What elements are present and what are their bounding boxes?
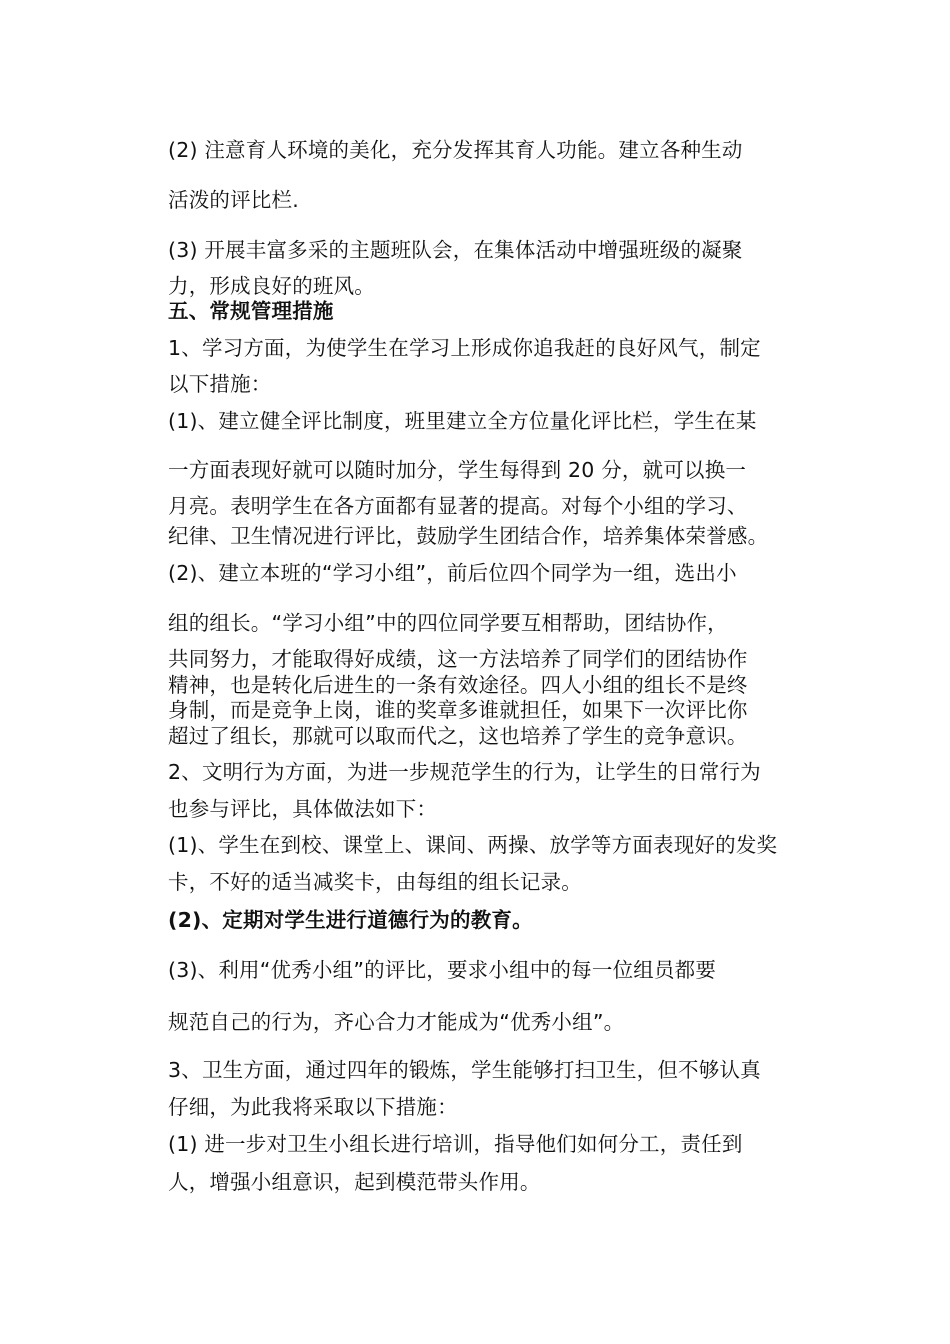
text-line: (1)、学生在到校、课堂上、课间、两操、放学等方面表现好的发奖 [168, 833, 778, 857]
text-line: 组的组长。“学习小组”中的四位同学要互相帮助，团结协作， [168, 611, 728, 635]
text-line: 共同努力，才能取得好成绩，这一方法培养了同学们的团结协作 [168, 647, 748, 671]
text-line: (2)、建立本班的“学习小组”，前后位四个同学为一组，选出小 [168, 561, 737, 585]
text-line: 规范自己的行为，齐心合力才能成为“优秀小组”。 [168, 1010, 625, 1034]
text-line: 力，形成良好的班风。 [168, 274, 375, 298]
text-line: 人，增强小组意识，起到模范带头作用。 [168, 1170, 541, 1194]
text-line: (2) 注意育人环境的美化，充分发挥其育人功能。建立各种生动 [168, 138, 743, 162]
text-line: (1) 进一步对卫生小组长进行培训，指导他们如何分工，责任到 [168, 1132, 743, 1156]
text-line: 纪律、卫生情况进行评比，鼓励学生团结合作，培养集体荣誉感。 [168, 524, 769, 548]
text-line: 卡，不好的适当减奖卡，由每组的组长记录。 [168, 870, 582, 894]
text-line: 身制，而是竞争上岗，谁的奖章多谁就担任，如果下一次评比你 [168, 698, 748, 722]
text-line: 超过了组长，那就可以取而代之，这也培养了学生的竞争意识。 [168, 724, 748, 748]
text-line: (1)、建立健全评比制度，班里建立全方位量化评比栏，学生在某 [168, 409, 757, 433]
text-line: 3、卫生方面，通过四年的锻炼，学生能够打扫卫生，但不够认真 [168, 1058, 761, 1082]
text-line: 月亮。表明学生在各方面都有显著的提高。对每个小组的学习、 [168, 494, 748, 518]
text-line: 1、学习方面，为使学生在学习上形成你追我赶的良好风气，制定 [168, 336, 761, 360]
text-line: 一方面表现好就可以随时加分，学生每得到 20 分，就可以换一 [168, 458, 747, 482]
text-line: (3)、利用“优秀小组”的评比，要求小组中的每一位组员都要 [168, 958, 717, 982]
section-heading: 五、常规管理措施 [168, 299, 334, 323]
bold-item: (2)、定期对学生进行道德行为的教育。 [168, 908, 533, 932]
text-line: 以下措施： [168, 372, 272, 396]
text-line: 也参与评比，具体做法如下： [168, 797, 438, 821]
text-line: 精神，也是转化后进生的一条有效途径。四人小组的组长不是终 [168, 673, 748, 697]
text-line: 活泼的评比栏. [168, 188, 299, 212]
text-line: 仔细，为此我将采取以下措施： [168, 1095, 458, 1119]
text-line: 2、文明行为方面，为进一步规范学生的行为，让学生的日常行为 [168, 760, 761, 784]
text-line: (3) 开展丰富多采的主题班队会，在集体活动中增强班级的凝聚 [168, 238, 743, 262]
